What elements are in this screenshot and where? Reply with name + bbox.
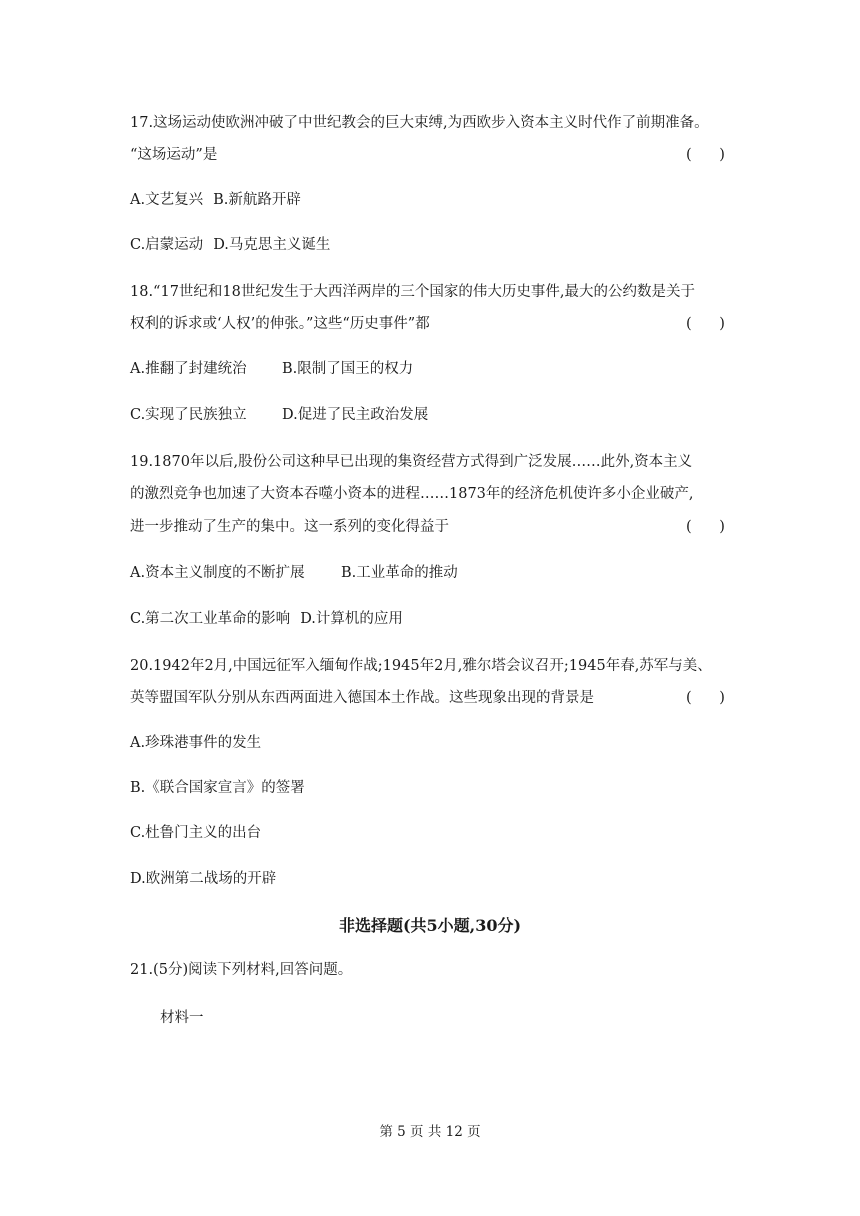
q17-options-row1 [130,190,301,210]
q19-answer-blank[interactable]: ( ) [686,519,725,535]
q19-stem-line1: 19.1870年以后,股份公司这种早已出现的集资经营方式得到广泛发展……此外,资本主义 [130,454,693,470]
q18-option-c[interactable]: C.实现了民族独立 [130,407,247,423]
q20-option-a[interactable]: A.珍珠港事件的发生 [130,735,262,751]
q19-stem-line2: 的激烈竞争也加速了大资本吞噬小资本的进程……1873年的经济危机使许多小企业破产, [130,486,694,502]
q20-option-b[interactable]: B.《联合国家宣言》的签署 [130,780,305,796]
q21-material-label: 材料一 [160,1010,204,1026]
q17-option-a[interactable]: A.文艺复兴 [130,192,204,208]
q19-stem-line3: 进一步推动了生产的集中。这一系列的变化得益于 [130,519,449,535]
q20-option-d[interactable]: D.欧洲第二战场的开辟 [130,871,277,887]
q19-option-b[interactable]: B.工业革命的推动 [341,565,458,581]
q20-stem-line1: 20.1942年2月,中国远征军入缅甸作战;1945年2月,雅尔塔会议召开;1945年春,苏军与美、 [130,658,712,674]
q19-options-row1 [130,563,458,583]
q20-option-c[interactable]: C.杜鲁门主义的出台 [130,825,262,841]
q17-option-d[interactable]: D.马克思主义诞生 [213,237,331,253]
q19-option-d[interactable]: D.计算机的应用 [300,611,403,627]
q18-stem-line2: 权利的诉求或‘人权’的伸张。”这些“历史事件”都 [130,316,430,332]
q21-stem: 21.(5分)阅读下列材料,回答问题。 [130,962,353,978]
q18-option-a[interactable]: A.推翻了封建统治 [130,361,247,377]
page-footer: 第 5 页 共 12 页 [379,1124,481,1140]
q17-options-row2 [130,235,330,255]
q17-stem-line2: “这场运动”是 [130,147,218,163]
q18-options-row1 [130,359,413,379]
q19-options-row2 [130,609,403,629]
q17-stem-line1: 17.这场运动使欧洲冲破了中世纪教会的巨大束缚,为西欧步入资本主义时代作了前期准备。 [130,115,709,131]
q17-answer-blank[interactable]: ( ) [686,147,725,163]
q17-option-c[interactable]: C.启蒙运动 [130,237,204,253]
q18-options-row2 [130,405,428,425]
q20-stem-line2: 英等盟国军队分别从东西两面进入德国本土作战。这些现象出现的背景是 [130,690,594,706]
q19-option-c[interactable]: C.第二次工业革命的影响 [130,611,291,627]
q18-stem-line1: 18.“17世纪和18世纪发生于大西洋两岸的三个国家的伟大历史事件,最大的公约数是关于 [130,284,695,300]
q17-option-b[interactable]: B.新航路开辟 [213,192,301,208]
section-title: 非选择题(共5小题,30分) [338,916,522,935]
q20-answer-blank[interactable]: ( ) [686,690,725,706]
q18-answer-blank[interactable]: ( ) [686,316,725,332]
q18-option-d[interactable]: D.促进了民主政治发展 [282,407,429,423]
q18-option-b[interactable]: B.限制了国王的权力 [282,361,414,377]
q19-option-a[interactable]: A.资本主义制度的不断扩展 [130,565,305,581]
